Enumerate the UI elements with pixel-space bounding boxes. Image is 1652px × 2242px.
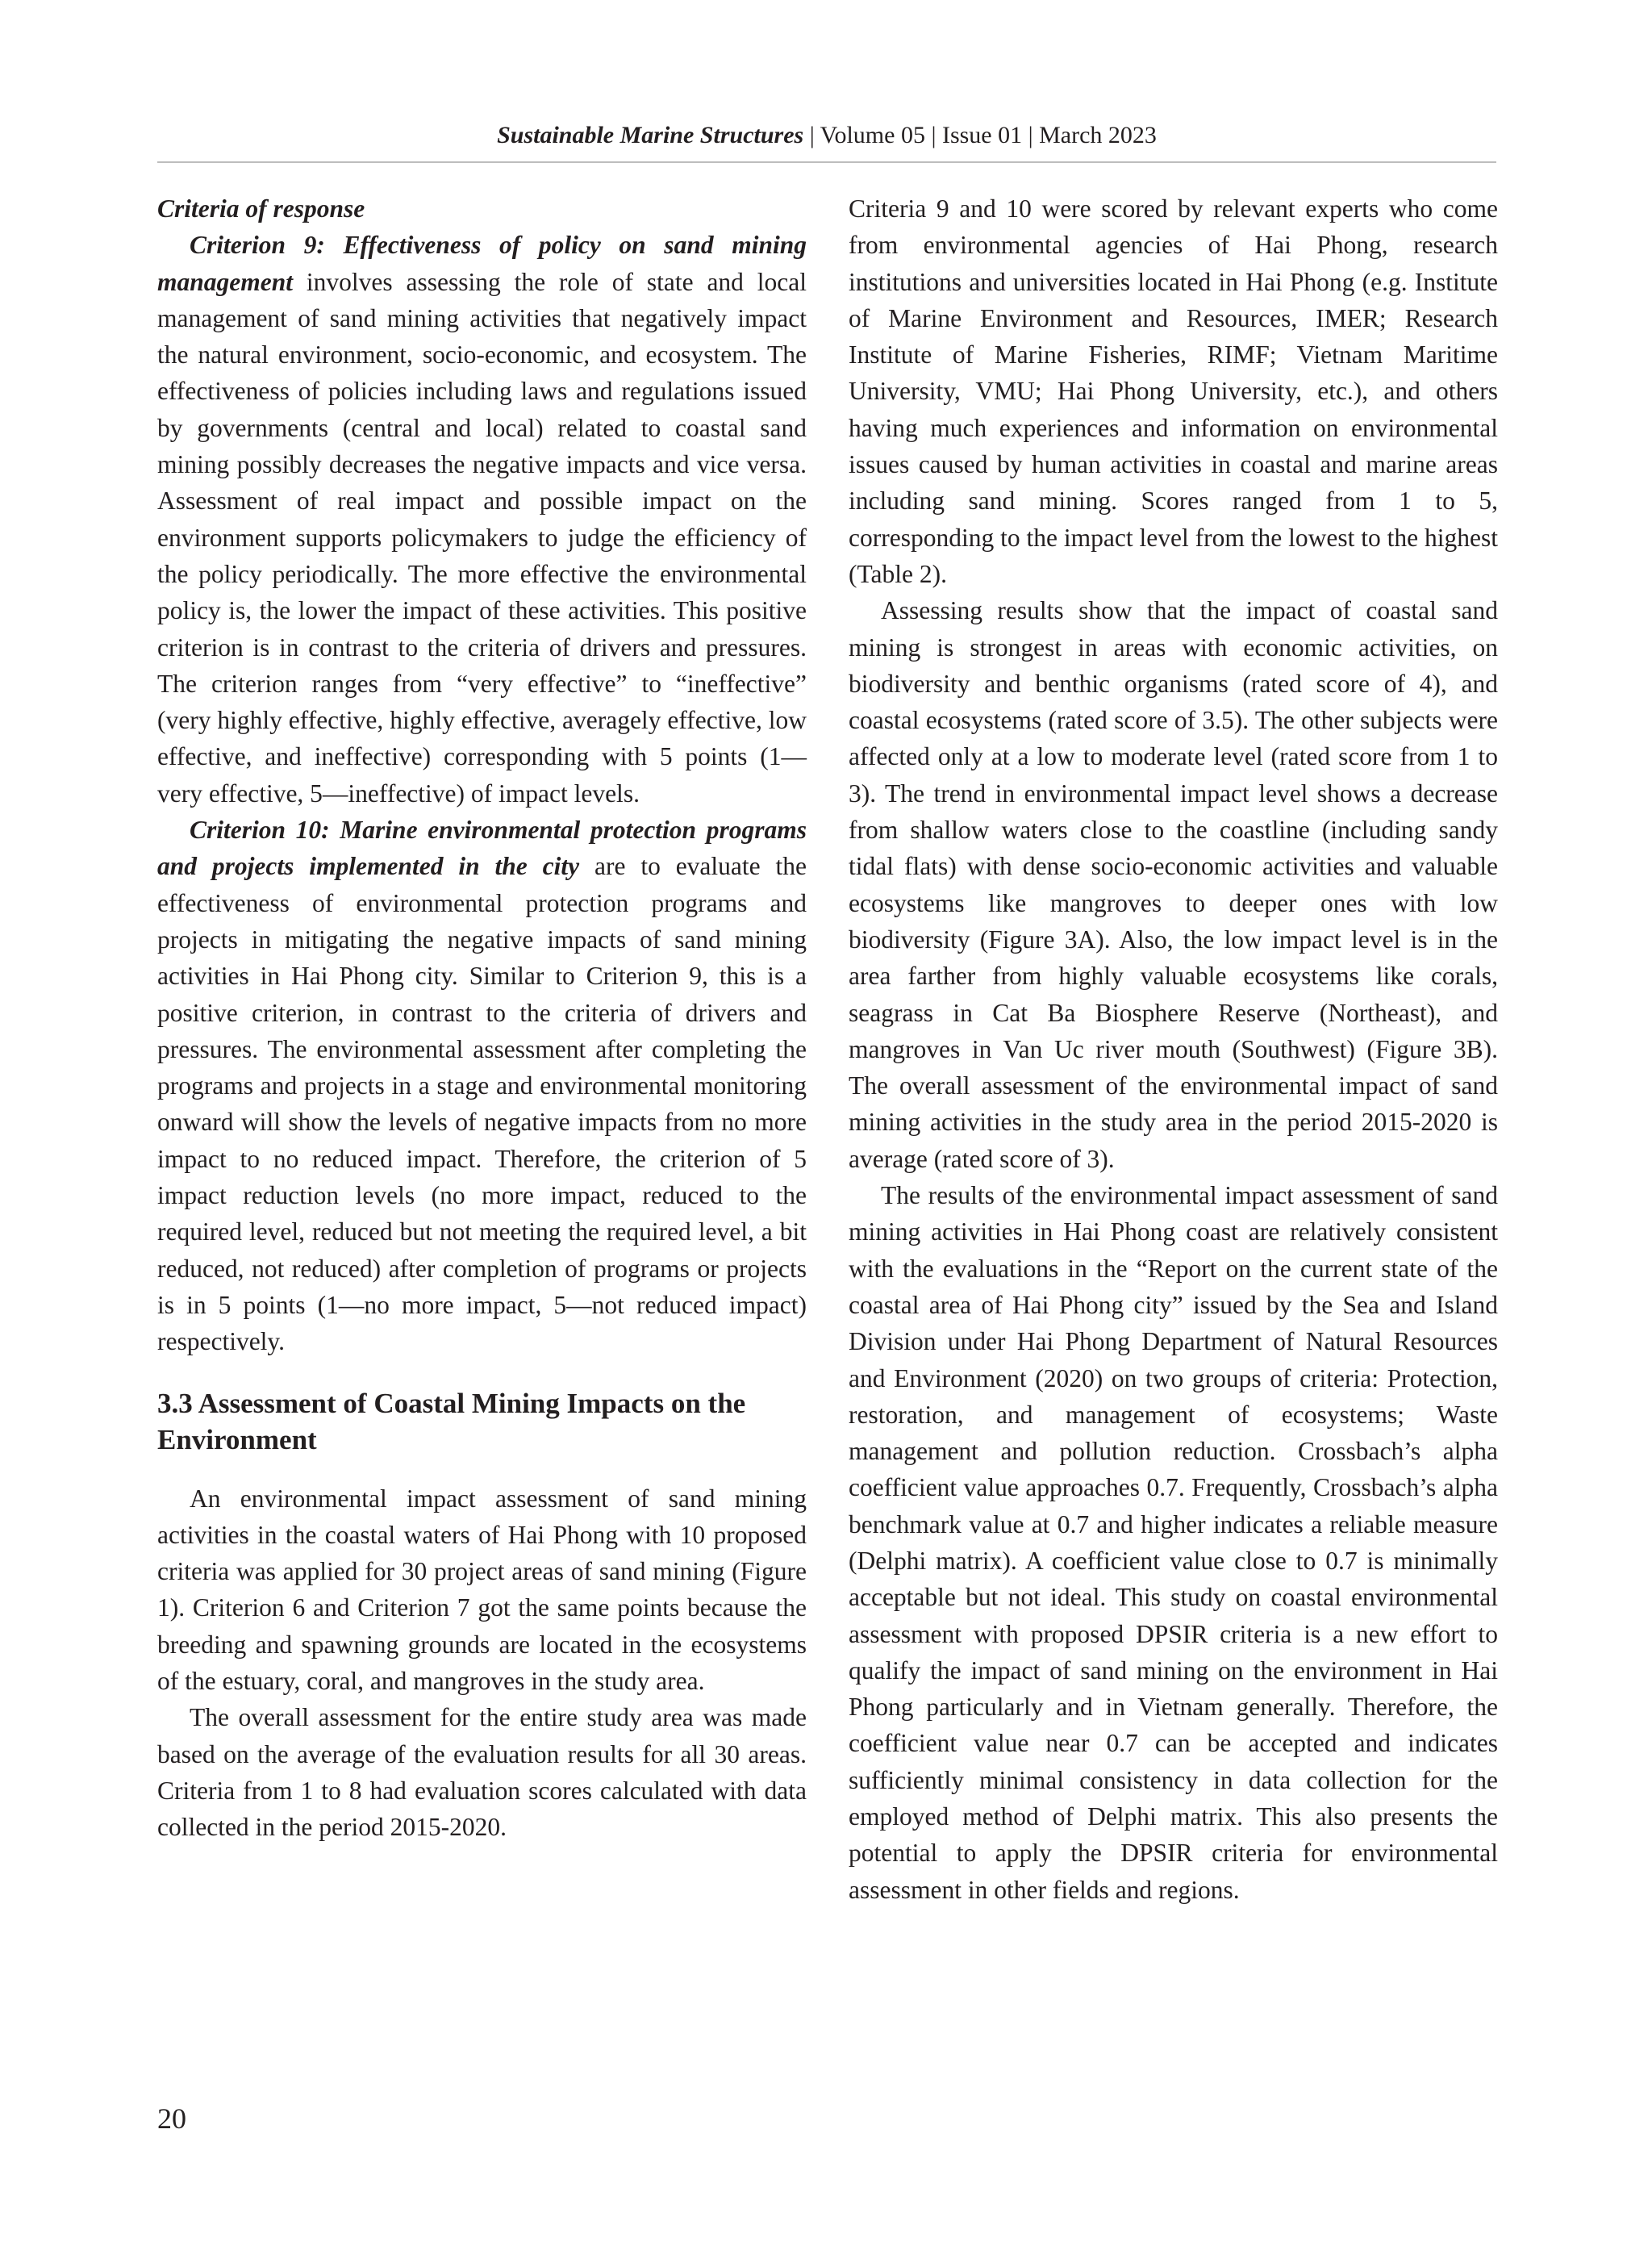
criteria-subheading: Criteria of response xyxy=(157,194,365,223)
left-column xyxy=(157,190,807,1845)
criterion-10-paragraph xyxy=(157,812,807,1359)
right-column xyxy=(849,190,1498,1908)
header-divider xyxy=(157,161,1496,163)
journal-title: Sustainable Marine Structures xyxy=(497,122,804,148)
criterion-9-paragraph xyxy=(157,227,807,812)
overall-assessment-paragraph: The overall assessment for the entire study area was made based on the average of the evaluation results for all 30 areas. Criteria from 1 to 8 had evaluation scores calculated with data collected in the period 2015-2020. xyxy=(157,1703,807,1842)
criterion-9-lead: Criterion 9: Effectiveness of policy on sand mining management xyxy=(157,231,807,296)
criterion-10-lead: Criterion 10: Marine environmental protection programs and projects implemented in the city xyxy=(157,816,807,881)
running-header xyxy=(157,121,1496,150)
assessment-paragraph: An environmental impact assessment of sand mining activities in the coastal waters of Hai Phong with 10 proposed criteria was applied for 30 project areas of sand mining (Figure 1). Criterion 6 and Criterion 7 got the same points because the breeding and spawning grounds are located in the ecosystems of the estuary, coral, and mangroves in the study area. xyxy=(157,1484,807,1695)
issue-info: | Volume 05 | Issue 01 | March 2023 xyxy=(803,122,1157,148)
results-paragraph: Assessing results show that the impact of coastal sand mining is strongest in areas with economic activities, on biodiversity and benthic organisms (rated score of 4), and coastal ecosystems (rated score of 3.5). The other subjects were affected only at a low to moderate level (rated score from 1 to 3). The trend in environmental impact level shows a decrease from shallow waters close to the coastline (including sandy tidal flats) with dense socio-economic activities and valuable ecosystems like mangroves to deeper ones with low biodiversity (Figure 3A). Also, the low impact level is in the area farther from highly valuable ecosystems like corals, seagrass in Cat Ba Biosphere Reserve (Northeast), and mangroves in Van Uc river mouth (Southwest) (Figure 3B). The overall assessment of the environmental impact of sand mining activities in the study area in the period 2015-2020 is average (rated score of 3). xyxy=(849,596,1498,1173)
criterion-9-body: involves assessing the role of state and local management of sand mining activities that negatively impact the natural environment, socio-economic, and ecosystem. The effectiveness of policies including laws and regulations issued by governments (central and local) related to coastal sand mining possibly decreases the negative impacts and vice versa. Assessment of real impact and possible impact on the environment supports policymakers to judge the efficiency of the policy periodically. The more effective the environmental policy is, the lower the impact of these activities. This positive criterion is in contrast to the criteria of drivers and pressures. The criterion ranges from “very effective” to “ineffective” (very highly effective, highly effective, averagely effective, low effective, and ineffective) corresponding with 5 points (1—very effective, 5—ineffective) of impact levels. xyxy=(157,267,807,808)
section-heading: 3.3 Assessment of Coastal Mining Impacts on the Environment xyxy=(157,1387,746,1455)
criterion-10-body: are to evaluate the effectiveness of environmental protection programs and projects in mitigating the negative impacts of sand mining activities in Hai Phong city. Similar to Criterion 9, this is a positive criterion, in contrast to the criteria of drivers and pressures. The environmental assessment after completing the programs and projects in a stage and environmental monitoring onward will show the levels of negative impacts from no more impact to no reduced impact. Therefore, the criterion of 5 impact reduction levels (no more impact, reduced to the required level, reduced but not meeting the required level, a bit reduced, not reduced) after completion of programs or projects is in 5 points (1—no more impact, 5—not reduced impact) respectively. xyxy=(157,852,807,1356)
consistency-paragraph: The results of the environmental impact assessment of sand mining activities in Hai Phong coast are relatively consistent with the evaluations in the “Report on the current state of the coastal area of Hai Phong city” issued by the Sea and Island Division under Hai Phong Department of Natural Resources and Environment (2020) on two groups of criteria: Protection, restoration, and management of ecosystems; Waste management and pollution reduction. Crossbach’s alpha coefficient value approaches 0.7. Frequently, Crossbach’s alpha benchmark value at 0.7 and higher indicates a reliable measure (Delphi matrix). A coefficient value close to 0.7 is minimally acceptable but not ideal. This study on coastal environmental assessment with proposed DPSIR criteria is a new effort to qualify the impact of sand mining on the environment in Hai Phong particularly and in Vietnam generally. Therefore, the coefficient value near 0.7 can be accepted and indicates sufficiently minimal consistency in data collection for the employed method of Delphi matrix. This also presents the potential to apply the DPSIR criteria for environmental assessment in other fields and regions. xyxy=(849,1181,1498,1904)
scoring-paragraph: Criteria 9 and 10 were scored by relevant experts who come from environmental agencies of Hai Phong, research institutions and universities located in Hai Phong (e.g. Institute of Marine Environment and Resources, IMER; Research Institute of Marine Fisheries, RIMF; Vietnam Maritime University, VMU; Hai Phong University, etc.), and others having much experiences and information on environmental issues caused by human activities in coastal and marine areas including sand mining. Scores ranged from 1 to 5, corresponding to the impact level from the lowest to the highest (Table 2). xyxy=(849,194,1498,588)
page-number: 20 xyxy=(157,2102,186,2135)
